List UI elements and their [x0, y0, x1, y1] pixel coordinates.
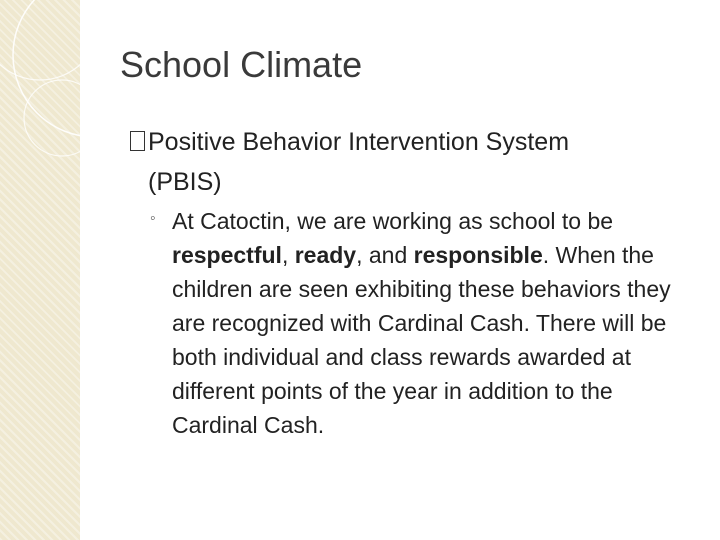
sub-bullet-text — [150, 204, 690, 442]
sub-bullet-part3: , and — [356, 242, 414, 268]
main-bullet-line1: Positive Behavior Intervention System — [148, 128, 570, 156]
sub-bullet — [150, 204, 690, 442]
main-bullet-line2: (PBIS) — [148, 168, 222, 196]
slide-title: School Climate — [120, 44, 363, 85]
sub-bullet-part1: At Catoctin, we are working as school to be — [172, 208, 614, 234]
keyword-respectful: respectful — [172, 242, 282, 268]
keyword-ready: ready — [294, 242, 357, 268]
keyword-responsible: responsible — [413, 242, 543, 268]
main-bullet — [128, 122, 703, 202]
sub-bullet-part2: , — [281, 242, 295, 268]
circle-bullet-icon: ◦ — [150, 210, 156, 227]
sub-bullet-part4: . When the children are seen exhibiting these behaviors they are recognized with Cardinal Cash. There will be both individual and class rewards awarded at different points of the year in addition to the Cardinal Cash. — [172, 242, 671, 438]
box-bullet-icon — [128, 122, 148, 162]
